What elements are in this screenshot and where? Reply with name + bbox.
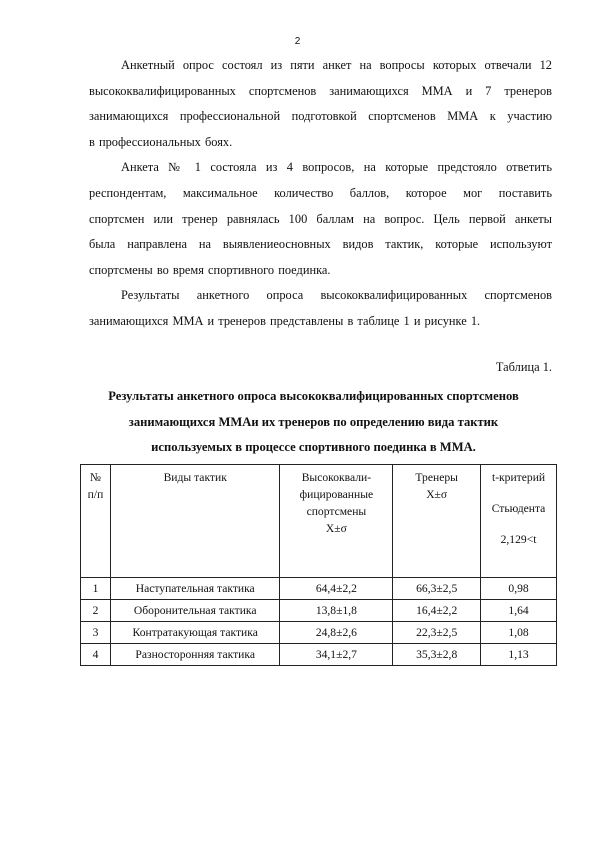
text-line: Анкетный опрос состоял из пяти анкет на вопросы которых отвечали 12 bbox=[121, 58, 552, 72]
cell-number: 2 bbox=[81, 600, 111, 622]
page-number: 2 bbox=[294, 36, 301, 47]
cell-t: 1,08 bbox=[481, 622, 557, 644]
header-number: № п/п bbox=[81, 465, 111, 578]
table-header-row bbox=[81, 465, 557, 578]
cell-athletes: 13,8±1,8 bbox=[280, 600, 393, 622]
text-line: Результаты анкетного опроса высококвалифицированных спортсменов bbox=[121, 288, 552, 303]
table-title-line: занимающихся ММАи их тренеров по определению вида тактик bbox=[128, 414, 499, 429]
cell-tactic-type: Контратакующая тактика bbox=[110, 622, 280, 644]
table-title-line: Результаты анкетного опроса высококвалифицированных спортсменов bbox=[108, 389, 519, 403]
cell-tactic-type: Оборонительная тактика bbox=[110, 600, 280, 622]
header-athletes: Высококвали- фицированные спортсмены Х±σ bbox=[280, 465, 393, 578]
header-tactic-type: Виды тактик bbox=[110, 465, 280, 578]
table-row bbox=[81, 600, 557, 622]
table-row bbox=[81, 644, 557, 666]
paragraph-questionnaire-1 bbox=[89, 155, 552, 283]
cell-number: 1 bbox=[81, 578, 111, 600]
results-table bbox=[80, 464, 557, 666]
cell-t: 1,64 bbox=[481, 600, 557, 622]
text-line: занимающихся профессиональной подготовкой спортсменов ММА к участию bbox=[89, 109, 552, 124]
cell-athletes: 34,1±2,7 bbox=[280, 644, 393, 666]
table-row bbox=[81, 578, 557, 600]
table-row bbox=[81, 622, 557, 644]
cell-number: 4 bbox=[81, 644, 111, 666]
header-coaches: Тренеры Х±σ bbox=[393, 465, 481, 578]
cell-athletes: 64,4±2,2 bbox=[280, 578, 393, 600]
text-line: спортсмен или тренер равнялась 100 баллам на вопрос. Цель первой анкеты bbox=[89, 211, 552, 226]
cell-coaches: 16,4±2,2 bbox=[393, 600, 481, 622]
text-line: была направлена на выявлениеосновных видов тактик, которые используют bbox=[89, 237, 552, 252]
cell-t: 0,98 bbox=[481, 578, 557, 600]
text-line: спортсмены во время спортивного поединка. bbox=[89, 262, 331, 277]
cell-coaches: 22,3±2,5 bbox=[393, 622, 481, 644]
header-t-criterion: t-критерий Стьюдента 2,129<t bbox=[481, 465, 557, 578]
table-title bbox=[75, 384, 552, 461]
cell-t: 1,13 bbox=[481, 644, 557, 666]
text-line: в профессиональных боях. bbox=[89, 134, 233, 149]
cell-number: 3 bbox=[81, 622, 111, 644]
cell-coaches: 66,3±2,5 bbox=[393, 578, 481, 600]
text-line: респондентам, максимальное количество баллов, которое мог поставить bbox=[89, 185, 552, 200]
paragraph-results bbox=[89, 283, 552, 334]
text-line: Анкета № 1 состояла из 4 вопросов, на которые предстояло ответить bbox=[121, 160, 552, 175]
cell-tactic-type: Наступательная тактика bbox=[110, 578, 280, 600]
cell-tactic-type: Разносторонняя тактика bbox=[110, 644, 280, 666]
cell-athletes: 24,8±2,6 bbox=[280, 622, 393, 644]
table-title-line: используемых в процессе спортивного поединка в ММА. bbox=[151, 440, 476, 455]
table-caption: Таблица 1. bbox=[495, 360, 552, 374]
text-line: занимающихся ММА и тренеров представлены в таблице 1 и рисунке 1. bbox=[89, 313, 481, 328]
text-line: высококвалифицированных спортсменов занимающихся ММА и 7 тренеров bbox=[89, 83, 552, 98]
body-text bbox=[89, 53, 552, 335]
cell-coaches: 35,3±2,8 bbox=[393, 644, 481, 666]
paragraph-survey-intro bbox=[89, 53, 552, 155]
